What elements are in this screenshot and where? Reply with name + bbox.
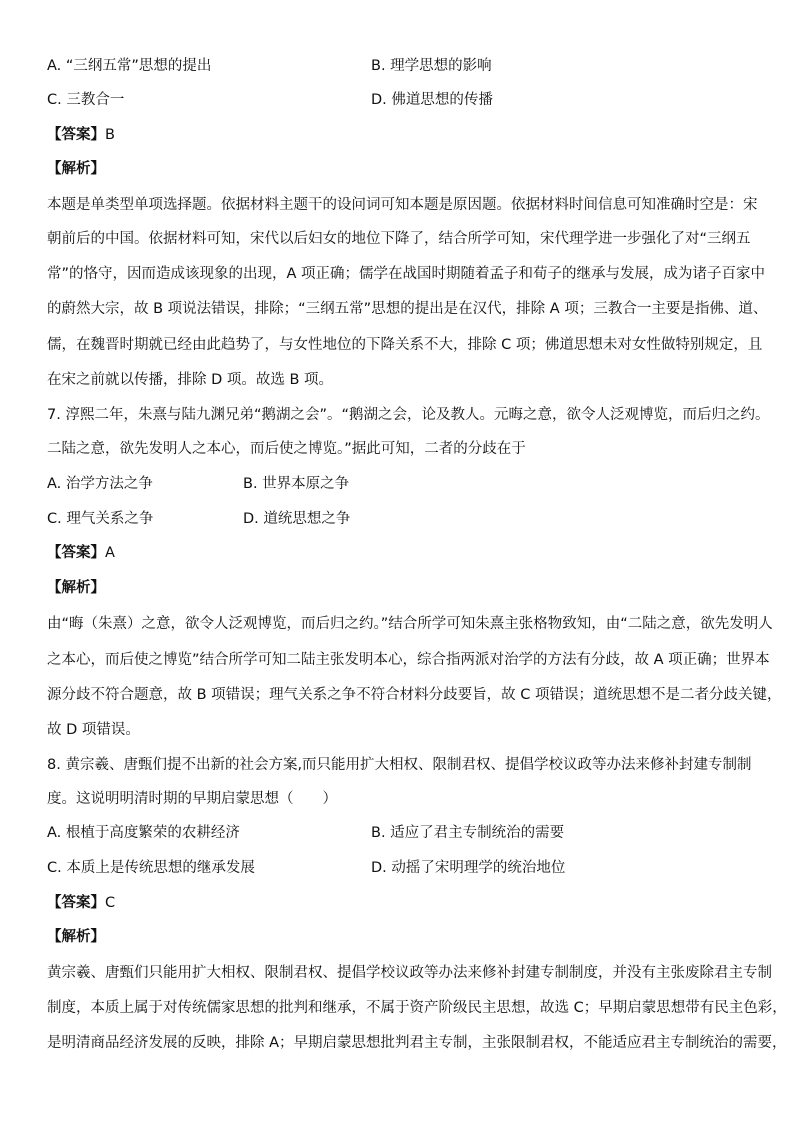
- q7-analysis-line: 由“晦（朱熹）之意，欲令人泛观博览，而后归之约。”结合所学可知朱熹主张格物致知，由“二陆之意，欲先发明人: [47, 616, 773, 632]
- q6-option-a: A. “三纲五常”思想的提出: [47, 58, 212, 74]
- q6-option-b: B. 理学思想的影响: [371, 58, 492, 74]
- q6-answer: [47, 125, 115, 145]
- q8-option-a: A. 根植于高度繁荣的农耕经济: [47, 825, 240, 841]
- q6-analysis-line: 常”的恪守，因而造成该现象的出现，A 项正确；儒学在战国时期随着孟子和荀子的继承与发展，成为诸子百家中: [47, 266, 766, 282]
- answer-value: B: [105, 127, 115, 143]
- answer-value: C: [105, 895, 116, 911]
- q7-option-d: D. 道统思想之争: [243, 511, 351, 527]
- answer-label: 【答案】: [47, 127, 105, 143]
- answer-label: 【答案】: [47, 895, 105, 911]
- answer-value: A: [105, 545, 115, 561]
- q8-option-c: C. 本质上是传统思想的继承发展: [47, 860, 255, 876]
- q6-option-c: C. 三教合一: [47, 92, 125, 108]
- q8-analysis-line: 黄宗羲、唐甄们只能用扩大相权、限制君权、提倡学校议政等办法来修补封建专制制度，并没有主张废除君主专制: [47, 965, 772, 981]
- q7-option-c: C. 理气关系之争: [47, 511, 154, 527]
- q6-analysis-line: 在宋之前就以传播，排除 D 项。故选 B 项。: [47, 372, 334, 388]
- q7-option-a: A. 治学方法之争: [47, 476, 153, 492]
- q6-analysis-line: 儒，在魏晋时期就已经由此趋势了，与女性地位的下降关系不大，排除 C 项；佛道思想未对女性做特别规定，且: [47, 337, 763, 353]
- q7-analysis-line: 之本心，而后使之博览”结合所学可知二陆主张发明本心，综合指两派对治学的方法有分歧，故 A 项正确；世界本: [47, 652, 770, 668]
- q7-analysis-label: 【解析】: [47, 580, 105, 596]
- q6-analysis-line: 的蔚然大宗，故 B 项说法错误，排除；“三纲五常”思想的提出是在汉代，排除 A 项；三教合一主要是指佛、道、: [47, 301, 768, 317]
- q8-answer: [47, 893, 115, 913]
- q8-analysis-label: 【解析】: [47, 929, 105, 945]
- q7-analysis-line: 故 D 项错误。: [47, 722, 140, 738]
- q6-option-d: D. 佛道思想的传播: [371, 92, 493, 108]
- q8-analysis-line: 是明清商品经济发展的反映，排除 A；早期启蒙思想批判君主专制，主张限制君权，不能适应君主专制统治的需要，: [47, 1035, 787, 1051]
- q6-analysis-line: 朝前后的中国。依据材料可知，宋代以后妇女的地位下降了，结合所学可知，宋代理学进一步强化了对“三纲五: [47, 231, 751, 247]
- q7-analysis-line: 源分歧不符合题意，故 B 项错误；理气关系之争不符合材料分歧要旨，故 C 项错误；道统思想不是二者分歧关键，: [47, 687, 782, 703]
- q8-option-d: D. 动摇了宋明理学的统治地位: [371, 860, 566, 876]
- q8-analysis-line: 制度，本质上属于对传统儒家思想的批判和继承，不属于资产阶级民主思想，故选 C；早期启蒙思想带有民主色彩，: [47, 1000, 787, 1016]
- answer-label: 【答案】: [47, 545, 105, 561]
- q6-analysis-label: 【解析】: [47, 161, 105, 177]
- q7-option-b: B. 世界本原之争: [243, 476, 350, 492]
- q7-answer: [47, 543, 115, 563]
- q8-option-b: B. 适应了君主专制统治的需要: [371, 825, 565, 841]
- q8-stem-line: 度。这说明明清时期的早期启蒙思想（ ）: [47, 791, 337, 807]
- q7-stem-line: 7. 淳熙二年，朱熹与陆九渊兄弟“鹅湖之会”。“鹅湖之会，论及教人。元晦之意，欲令人泛观博览，而后归之约。: [47, 407, 770, 423]
- q7-stem-line: 二陆之意，欲先发明人之本心，而后使之博览。”据此可知，二者的分歧在于: [47, 441, 526, 457]
- q8-stem-line: 8. 黄宗羲、唐甄们提不出新的社会方案,而只能用扩大相权、限制君权、提倡学校议政等办法来修补封建专制制: [47, 757, 752, 773]
- q6-analysis-line: 本题是单类型单项选择题。依据材料主题干的设问词可知本题是原因题。依据材料时间信息可知准确时空是：宋: [47, 197, 758, 213]
